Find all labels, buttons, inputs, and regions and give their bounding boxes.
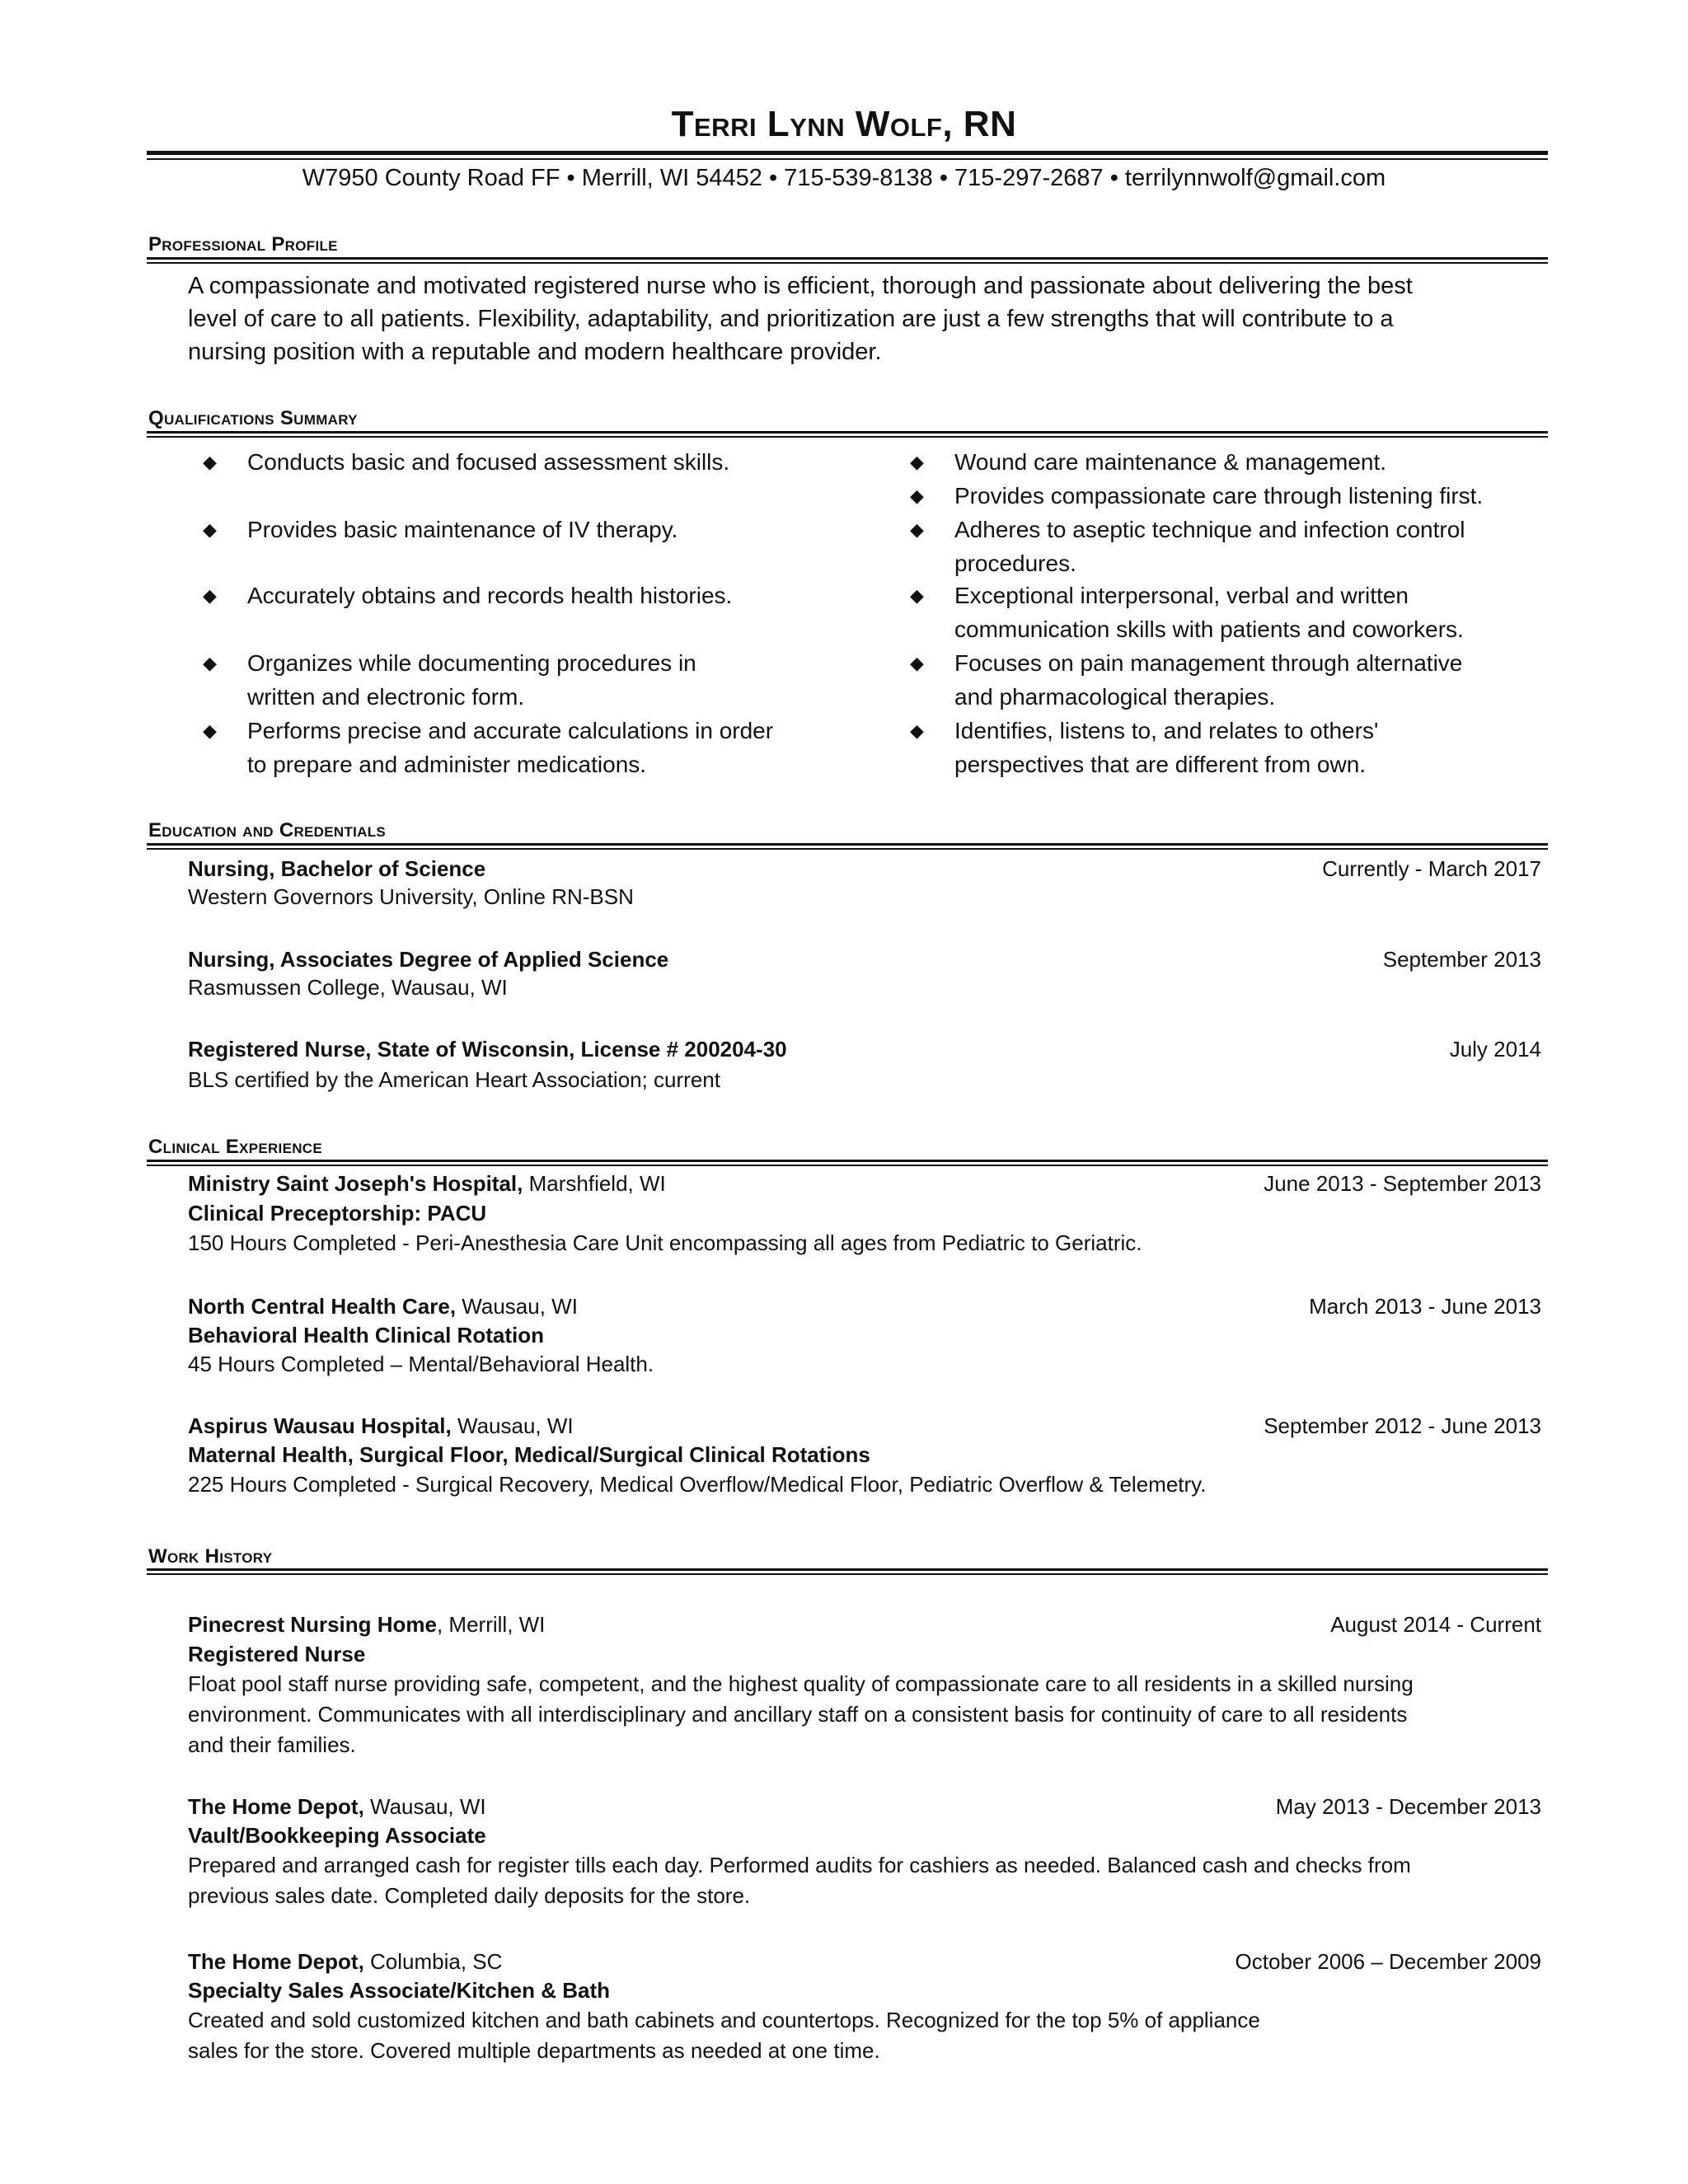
diamond-bullet-icon: ◆ — [910, 653, 924, 673]
qualification-item — [910, 646, 1597, 714]
qualification-item — [203, 513, 890, 546]
section-heading-clinical: Clinical Experience — [148, 1136, 323, 1158]
work-date: October 2006 – December 2009 — [1235, 1949, 1541, 1974]
work-role: Registered Nurse — [188, 1642, 366, 1666]
work-desc-line: Float pool staff nurse providing safe, competent, and the highest quality of compassionate care to all residents in a skilled nursing — [188, 1671, 1414, 1696]
qualification-text: perspectives that are different from own. — [954, 752, 1367, 777]
qualification-text: Organizes while documenting procedures in — [247, 650, 696, 676]
work-org-name: The Home Depot, — [188, 1949, 364, 1974]
section-heading-work: Work History — [148, 1545, 273, 1568]
work-desc-line: previous sales date. Completed daily deposits for the store. — [188, 1883, 751, 1908]
qualification-item — [203, 579, 890, 612]
diamond-bullet-icon: ◆ — [910, 720, 924, 741]
qualification-text: Conducts basic and focused assessment skills. — [247, 449, 730, 475]
education-date: Currently - March 2017 — [1322, 856, 1541, 881]
qualification-item — [910, 579, 1597, 646]
work-org-name: Pinecrest Nursing Home — [188, 1612, 437, 1637]
diamond-bullet-icon: ◆ — [203, 585, 217, 606]
qualification-text: written and electronic form. — [247, 684, 525, 710]
education-detail: Rasmussen College, Wausau, WI — [188, 975, 508, 1000]
section-rule-clinical — [147, 1160, 1548, 1166]
clinical-date: June 2013 - September 2013 — [1264, 1171, 1541, 1196]
diamond-bullet-icon: ◆ — [203, 720, 217, 741]
qualification-item — [203, 646, 890, 714]
section-rule-education — [147, 843, 1548, 850]
qualification-item — [203, 445, 890, 479]
clinical-org — [188, 1294, 578, 1319]
qualification-text: Focuses on pain management through alternative — [954, 650, 1463, 676]
profile-paragraph — [188, 269, 1523, 368]
work-desc — [188, 2005, 1523, 2066]
education-detail: Western Governors University, Online RN-BSN — [188, 884, 634, 909]
work-desc-line: Prepared and arranged cash for register tills each day. Performed audits for cashiers as needed. Balanced cash and checks from — [188, 1853, 1411, 1877]
clinical-date: September 2012 - June 2013 — [1264, 1413, 1541, 1438]
clinical-org-name: Aspirus Wausau Hospital, — [188, 1413, 452, 1438]
qualification-text: communication skills with patients and coworkers. — [954, 616, 1464, 642]
qualification-text: Provides basic maintenance of IV therapy. — [247, 517, 678, 542]
qualification-text: to prepare and administer medications. — [247, 752, 647, 777]
work-org-location: Columbia, SC — [363, 1949, 503, 1974]
clinical-role: Clinical Preceptorship: PACU — [188, 1201, 487, 1226]
profile-line: level of care to all patients. Flexibility, adaptability, and prioritization are just a few strengths that will contribute to a — [188, 306, 1394, 332]
section-rule-work — [147, 1568, 1548, 1575]
qualification-text: Adheres to aseptic technique and infection control — [954, 517, 1465, 542]
education-date: September 2013 — [1382, 947, 1541, 972]
work-org-name: The Home Depot, — [188, 1794, 364, 1819]
qualification-item — [203, 714, 890, 781]
work-org-location: Wausau, WI — [363, 1794, 486, 1819]
clinical-desc: 225 Hours Completed - Surgical Recovery, Medical Overflow/Medical Floor, Pediatric Overflow & Telemetry. — [188, 1472, 1207, 1497]
work-desc — [188, 1850, 1523, 1911]
candidate-name: Terri Lynn Wolf, RN — [671, 104, 1017, 144]
section-rule-qualifications — [147, 431, 1548, 438]
qualification-text: Exceptional interpersonal, verbal and written — [954, 583, 1409, 608]
work-desc-line: environment. Communicates with all interdisciplinary and ancillary staff on a consistent basis for continuity of care to all residents — [188, 1702, 1408, 1727]
education-title: Registered Nurse, State of Wisconsin, License # 200204-30 — [188, 1037, 787, 1062]
qualification-item — [910, 445, 1597, 479]
diamond-bullet-icon: ◆ — [910, 452, 924, 472]
education-title: Nursing, Associates Degree of Applied Science — [188, 947, 669, 972]
section-heading-qualifications: Qualifications Summary — [148, 407, 358, 429]
section-heading-profile: Professional Profile — [148, 233, 338, 255]
clinical-role: Behavioral Health Clinical Rotation — [188, 1323, 544, 1347]
diamond-bullet-icon: ◆ — [203, 653, 217, 673]
section-heading-education: Education and Credentials — [148, 819, 387, 841]
qualification-text: Provides compassionate care through listening first. — [954, 483, 1484, 509]
work-desc-line: Created and sold customized kitchen and bath cabinets and countertops. Recognized for the top 5% of appliance — [188, 2008, 1260, 2032]
diamond-bullet-icon: ◆ — [910, 485, 924, 506]
work-date: May 2013 - December 2013 — [1275, 1794, 1541, 1819]
work-org — [188, 1949, 502, 1975]
work-org-location: , Merrill, WI — [436, 1612, 546, 1637]
qualification-text: Accurately obtains and records health histories. — [247, 583, 733, 608]
qualification-text: procedures. — [954, 551, 1076, 576]
diamond-bullet-icon: ◆ — [203, 519, 217, 540]
work-date: August 2014 - Current — [1330, 1612, 1541, 1637]
work-role: Specialty Sales Associate/Kitchen & Bath — [188, 1978, 611, 2003]
diamond-bullet-icon: ◆ — [910, 519, 924, 540]
header-rule-thin — [147, 158, 1548, 160]
qualification-text: Wound care maintenance & management. — [954, 449, 1387, 475]
contact-line: W7950 County Road FF • Merrill, WI 54452 • 715-539-8138 • 715-297-2687 • terrilynnwolf@gmail.com — [302, 165, 1386, 191]
work-desc-line: and their families. — [188, 1732, 356, 1757]
education-detail: BLS certified by the American Heart Association; current — [188, 1067, 720, 1092]
diamond-bullet-icon: ◆ — [203, 452, 217, 472]
qualification-item — [910, 513, 1597, 580]
education-date: July 2014 — [1449, 1037, 1541, 1062]
clinical-org — [188, 1413, 574, 1439]
work-desc — [188, 1669, 1523, 1760]
clinical-org — [188, 1171, 666, 1197]
qualification-item — [910, 479, 1597, 513]
qualification-text: Identifies, listens to, and relates to others' — [954, 718, 1379, 743]
clinical-org-name: Ministry Saint Joseph's Hospital, — [188, 1171, 523, 1196]
clinical-desc: 45 Hours Completed – Mental/Behavioral Health. — [188, 1352, 654, 1376]
clinical-org-location: Marshfield, WI — [523, 1171, 666, 1196]
clinical-org-location: Wausau, WI — [456, 1294, 578, 1319]
qualification-text: Performs precise and accurate calculations in order — [247, 718, 774, 743]
clinical-org-location: Wausau, WI — [451, 1413, 574, 1438]
qualification-item — [910, 714, 1597, 781]
work-role: Vault/Bookkeeping Associate — [188, 1823, 486, 1848]
clinical-desc: 150 Hours Completed - Peri-Anesthesia Care Unit encompassing all ages from Pediatric to Geriatric. — [188, 1230, 1142, 1255]
section-rule-profile — [147, 257, 1548, 264]
profile-line: nursing position with a reputable and modern healthcare provider. — [188, 339, 882, 365]
header-rule-thick — [147, 151, 1548, 155]
diamond-bullet-icon: ◆ — [910, 585, 924, 606]
work-desc-line: sales for the store. Covered multiple departments as needed at one time. — [188, 2038, 880, 2063]
education-title: Nursing, Bachelor of Science — [188, 856, 486, 881]
work-org — [188, 1794, 486, 1820]
qualification-text: and pharmacological therapies. — [954, 684, 1276, 710]
clinical-org-name: North Central Health Care, — [188, 1294, 457, 1319]
clinical-date: March 2013 - June 2013 — [1309, 1294, 1541, 1319]
work-org — [188, 1612, 545, 1638]
profile-line: A compassionate and motivated registered nurse who is efficient, thorough and passionate about delivering the best — [188, 273, 1413, 299]
clinical-role: Maternal Health, Surgical Floor, Medical/Surgical Clinical Rotations — [188, 1442, 870, 1467]
